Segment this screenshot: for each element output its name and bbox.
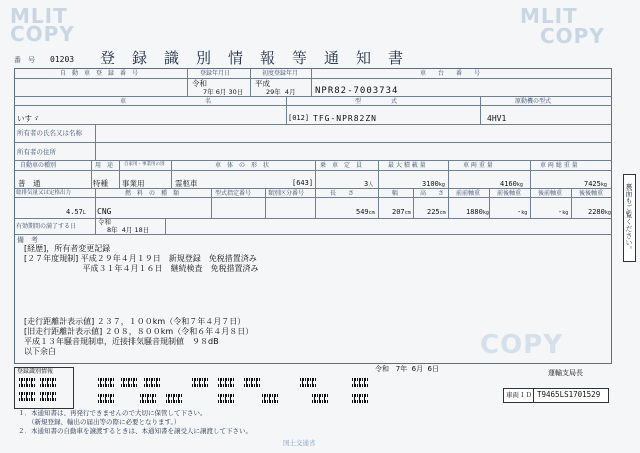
vehicle-kind-label: 自動車の種別 <box>20 162 57 169</box>
code-glyph <box>218 394 234 403</box>
height-label: 高 さ <box>420 190 445 197</box>
document-title: 登 録 識 別 情 報 等 通 知 書 <box>100 49 405 67</box>
body-shape: 霊柩車 <box>175 179 198 188</box>
footer-seal: 国土交通省 <box>283 439 316 447</box>
fuel-type-label: 燃 料 の 種 類 <box>125 190 180 197</box>
expiry-era: 令和 <box>98 218 111 226</box>
owner-address-label: 所有者の住所 <box>17 148 56 156</box>
displacement-value: 4.57L <box>66 208 86 216</box>
notes-label: 備 考 <box>17 236 38 244</box>
vehicle-purpose: 事業用 <box>122 179 145 188</box>
notes-line-6: 平成１３年騒音規制車，近接排気騒音規制値 ９８dB <box>24 337 219 346</box>
owner-name-label: 所有者の氏名又は名称 <box>17 129 82 137</box>
code-glyph <box>300 378 316 387</box>
rear-rear-axle-label: 後後軸重 <box>579 190 604 197</box>
max-load-value: 3100kg <box>422 180 445 188</box>
code-glyph <box>262 394 278 403</box>
vehicle-weight-label: 車 両 重 量 <box>463 162 493 169</box>
front-rear-axle-label: 前後軸重 <box>497 190 522 197</box>
model-label: 型 式 <box>355 98 398 105</box>
code-glyph <box>352 378 368 387</box>
expiry-date: 8年 4月 18日 <box>107 226 150 234</box>
code-glyph <box>40 392 56 401</box>
side-note: 裏面もご覧ください。 <box>623 174 636 262</box>
code-glyph <box>352 394 368 403</box>
gross-weight-label: 車 両 総 重 量 <box>540 162 578 169</box>
reg-info-label: 登録識別情報 <box>17 368 54 375</box>
code-glyph <box>192 378 208 387</box>
use-label: 用 途 <box>95 162 114 169</box>
gross-weight-value: 7425kg <box>584 180 607 188</box>
maker-code: [012] <box>288 114 310 122</box>
purpose-label: 自家用・事業用の別 <box>124 162 165 167</box>
code-glyph <box>19 392 35 401</box>
engine-model: 4HV1 <box>487 114 507 123</box>
maker-label: 車 <box>120 98 127 105</box>
code-glyph <box>98 378 114 387</box>
code-glyph <box>144 378 160 387</box>
vehicle-id-value: T9465LS1701529 <box>537 390 601 399</box>
front-rear-axle-value: -kg <box>517 208 528 216</box>
watermark-copy-lower: COPY <box>480 330 564 360</box>
vehicle-kind: 普 通 <box>18 179 41 188</box>
vehicle-id-label: 車両ＩＤ <box>506 391 532 399</box>
reg-date-label: 登録年月日 <box>200 70 231 77</box>
watermark-copy-right: COPY <box>540 24 605 48</box>
max-load-label: 最 大 積 載 量 <box>388 162 426 169</box>
vehicle-name-label: 名 <box>205 98 212 105</box>
code-glyph <box>166 394 182 403</box>
code-glyph <box>140 394 156 403</box>
code-glyph <box>312 394 328 403</box>
first-reg-label: 初度登録年月 <box>262 70 299 77</box>
code-glyph <box>98 394 114 403</box>
notes-line-1: [経歴]，所有者変更記録 <box>24 244 111 253</box>
issue-date: 令和 7年 6月 6日 <box>375 365 439 373</box>
type-number-label: 型式指定番号 <box>215 190 252 197</box>
vehicle-maker: いすゞ <box>17 114 40 123</box>
doc-number: 01203 <box>50 55 75 64</box>
watermark-copy-left: COPY <box>10 22 75 46</box>
reg-era: 令和 <box>192 79 207 88</box>
length-value: 549cm <box>356 208 375 216</box>
capacity-label: 乗 車 定 員 <box>320 162 363 169</box>
notes-line-4: [走行距離計表示値] ２３７，１００km（令和７年４月７日） <box>24 317 246 326</box>
expiry-label: 有効期間の満了する日 <box>16 223 77 230</box>
front-front-axle-label: 前前軸重 <box>456 190 481 197</box>
chassis-number: NPR82-7003734 <box>315 86 399 96</box>
body-shape-label: 車 体 の 形 状 <box>215 162 270 169</box>
code-glyph <box>19 378 35 387</box>
height-value: 225cm <box>427 208 446 216</box>
reg-date: 7年 6月 30日 <box>203 88 244 96</box>
first-reg-date: 29年 4月 <box>266 88 296 96</box>
width-value: 207cm <box>392 208 411 216</box>
capacity-value: 3人 <box>364 180 374 188</box>
width-label: 幅 <box>392 190 399 197</box>
fuel-type-value: CNG <box>97 207 112 216</box>
model-type: TFG-NPR82ZN <box>313 114 377 123</box>
code-glyph <box>218 378 234 387</box>
code-glyph <box>244 378 260 387</box>
notes-line-3: 平成３１年４月１６日 継続検査 免税措置済み <box>24 264 259 273</box>
rear-rear-axle-value: 2280kg <box>588 208 611 216</box>
vehicle-use: 特種 <box>93 179 108 188</box>
rear-front-axle-label: 後前軸重 <box>538 190 563 197</box>
watermark-mlit-left: MLIT <box>10 4 68 28</box>
vehicle-weight-value: 4160kg <box>500 180 523 188</box>
reg-number-label: 自 動 車 登 録 番 号 <box>60 70 139 77</box>
body-shape-code: [643] <box>292 179 314 187</box>
footnote-1-sub: （新規登録、輸出の届出等の際に必要となります。） <box>28 418 181 426</box>
footnote-2: ２．本通知書の自動車を譲渡するときは、本通知書を譲受人に譲渡して下さい。 <box>18 427 252 435</box>
chassis-number-label: 車 台 番 号 <box>420 70 481 77</box>
notes-line-2: [２７年度規制] 平成２９年４月１９日 新規登録 免税措置済み <box>24 254 257 263</box>
length-label: 長 さ <box>330 190 355 197</box>
engine-model-label: 原動機の型式 <box>515 98 552 105</box>
rear-front-axle-value: -kg <box>558 208 569 216</box>
class-number-label: 類別区分番号 <box>268 190 305 197</box>
code-glyph <box>40 378 56 387</box>
first-reg-era: 平成 <box>255 79 270 88</box>
code-glyph <box>121 378 137 387</box>
footnote-1: １．本通知書は、再発行できませんので大切に保管して下さい。 <box>18 409 207 417</box>
notes-line-7: 以下余白 <box>24 347 56 356</box>
doc-number-label: 番 号 <box>14 56 35 64</box>
front-front-axle-value: 1880kg <box>466 208 489 216</box>
watermark-mlit-right: MLIT <box>520 4 578 28</box>
issuing-authority: 運輸支局長 <box>548 369 583 377</box>
notes-line-5: [旧走行距離計表示値] ２０８，８００km（令和６年４月８日） <box>24 327 254 336</box>
displacement-label: 総排気量又は定格出力 <box>16 190 72 196</box>
